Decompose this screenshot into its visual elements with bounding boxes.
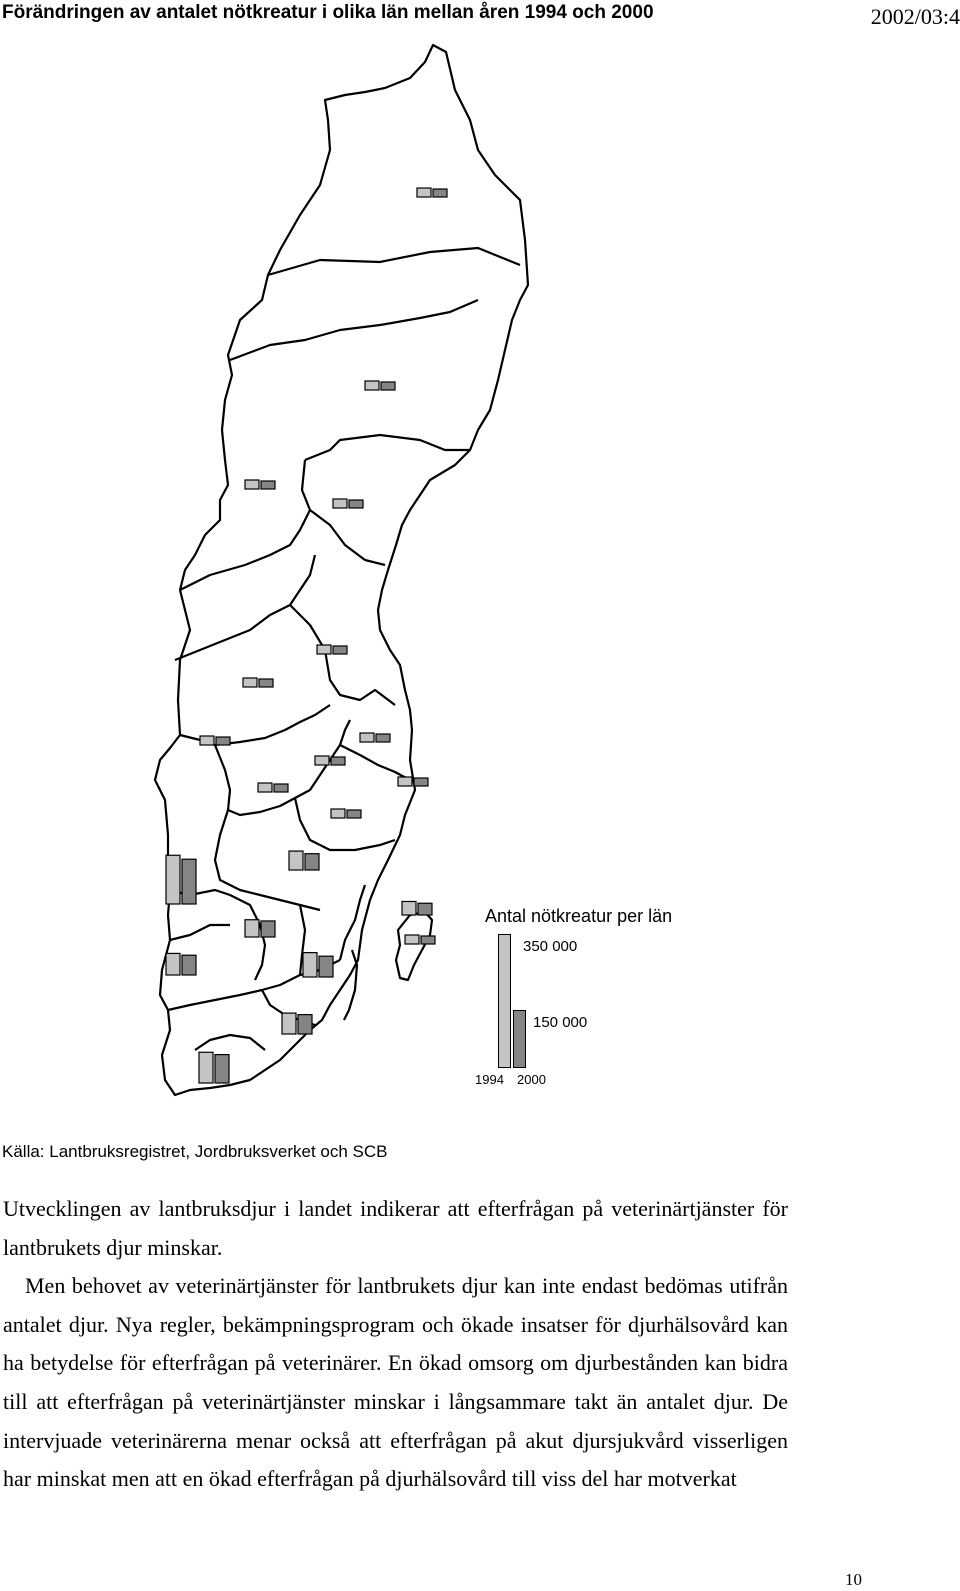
county-bar-2000-3 (349, 500, 363, 508)
gotland-outline (396, 912, 432, 980)
county-bar-1994-7 (200, 736, 214, 745)
county-border-outer (155, 45, 528, 1095)
county-bar-2000-17 (319, 956, 333, 977)
county-bar-1994-11 (331, 809, 345, 818)
county-bar-2000-10 (414, 778, 428, 786)
county-bar-2000-12 (421, 936, 435, 944)
county-border-1 (268, 248, 520, 275)
county-bar-2000-6 (376, 734, 390, 742)
county-bar-1994-15 (245, 920, 259, 937)
paragraph-1: Utvecklingen av lantbruksdjur i landet indikerar att efterfrågan på veterinärtjänster för lantbrukets djur minskar. (3, 1196, 788, 1260)
document-reference: 2002/03:4 (870, 4, 960, 29)
county-bar-1994-8 (258, 783, 272, 792)
county-bar-1994-3 (333, 499, 347, 508)
county-bar-1994-2 (245, 480, 259, 489)
county-bar-1994-13 (289, 851, 303, 870)
page-title: Förändringen av antalet nötkreatur i olika län mellan åren 1994 och 2000 (2, 2, 654, 23)
county-bar-2000-5 (259, 679, 273, 687)
legend-bar-1994 (498, 934, 511, 1068)
county-bar-1994-14 (166, 855, 180, 904)
legend-year-2000: 2000 (517, 1072, 546, 1087)
county-bar-2000-8 (274, 784, 288, 792)
county-bar-1994-16 (166, 953, 180, 975)
legend-title: Antal nötkreatur per län (485, 906, 673, 926)
county-bar-1994-5 (243, 678, 257, 687)
county-border-9 (215, 720, 350, 815)
county-bar-2000-13 (305, 854, 319, 870)
county-bar-2000-0 (433, 189, 447, 197)
county-border-3 (305, 435, 470, 460)
map-outline (155, 45, 528, 1095)
county-bar-2000-19 (298, 1015, 312, 1034)
county-border-19 (195, 1035, 265, 1050)
county-bar-1994-1 (365, 381, 379, 390)
county-border-14 (170, 925, 230, 940)
county-bar-2000-2 (261, 481, 275, 489)
legend-bar-2000 (513, 1010, 526, 1068)
page-number: 10 (845, 1570, 862, 1589)
county-bar-2000-11 (347, 810, 361, 818)
county-bar-2000-7 (216, 737, 230, 745)
county-border-5 (180, 510, 310, 590)
county-border-11 (340, 745, 410, 780)
county-bar-1994-20 (402, 901, 416, 915)
county-bar-2000-1 (381, 382, 395, 390)
county-bars (166, 188, 447, 1083)
county-bar-2000-9 (331, 757, 345, 765)
county-bar-1994-0 (417, 188, 431, 197)
county-bar-1994-9 (315, 756, 329, 765)
county-bar-2000-18 (215, 1055, 229, 1083)
county-bar-2000-14 (182, 859, 196, 904)
map-legend (475, 906, 785, 1106)
body-text (3, 1190, 788, 1499)
county-bar-1994-19 (282, 1013, 296, 1034)
paragraph-2: Men behovet av veterinärtjänster för lantbrukets djur kan inte endast bedömas utifrån antalet djur. Nya regler, bekämpningsprogram och ökade insatser för djurhälsovård kan ha betydelse för efterfrågan på veterinärer. En ökad omsorg om djurbestånden kan bidra till att efterfrågan på veterinärtjänster minskar i långsammare takt än antalet djur. De intervjuade veterinärerna menar också att efterfrågan på akut djursjukvård visserligen har minskat men att en ökad efterfrågan på djurhälsovård till viss del har motverkat (3, 1273, 788, 1492)
county-border-17 (340, 885, 365, 960)
oland-outline (344, 950, 357, 1020)
county-border-2 (230, 300, 478, 360)
county-bar-1994-10 (398, 777, 412, 786)
legend-value-low: 150 000 (533, 1014, 588, 1031)
county-bar-2000-4 (333, 646, 347, 654)
county-bar-1994-18 (199, 1052, 213, 1083)
county-border-10 (295, 798, 395, 850)
county-bar-1994-6 (360, 733, 374, 742)
county-bar-2000-15 (261, 921, 275, 937)
county-bar-1994-17 (303, 953, 317, 977)
county-bar-1994-4 (317, 645, 331, 654)
county-bar-1994-12 (405, 935, 419, 944)
county-bar-2000-20 (418, 903, 432, 915)
county-border-4 (302, 460, 385, 565)
source-note: Källa: Lantbruksregistret, Jordbruksverket och SCB (2, 1142, 388, 1161)
legend-year-1994: 1994 (475, 1072, 504, 1087)
county-bar-2000-16 (182, 955, 196, 975)
legend-value-high: 350 000 (523, 938, 578, 955)
